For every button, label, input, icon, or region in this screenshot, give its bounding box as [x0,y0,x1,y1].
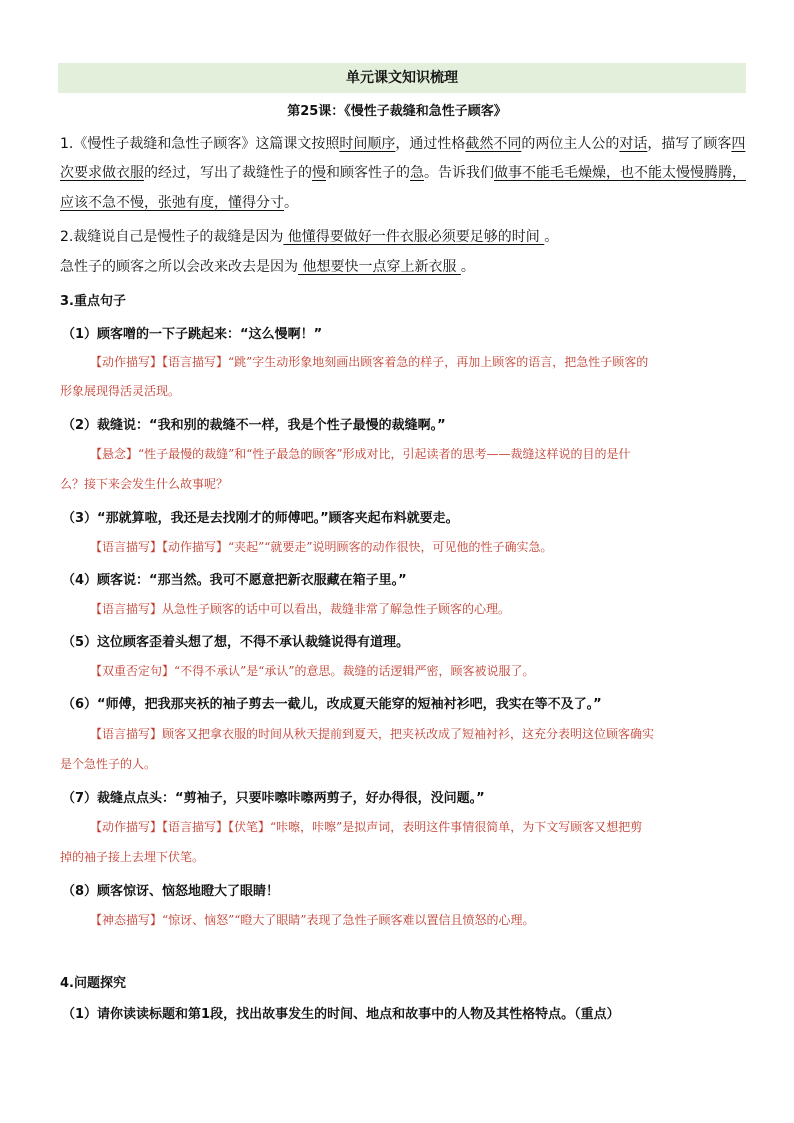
summary-line-3: 应该不急不慢，张弛有度，懂得分寸。 [60,195,298,211]
annotation-7-line-2: 掉的袖子接上去埋下伏笔。 [60,850,205,864]
key-sentence-5: （5）这位顾客歪着头想了想，不得不承认裁缝说得有道理。 [62,635,410,650]
key-sentence-2: （2）裁缝说：“我和别的裁缝不一样，我是个性子最慢的裁缝啊。” [62,418,446,433]
annotation-8-line-1: 【神态描写】“惊讶、恼怒”“瞪大了眼睛”表现了急性子顾客难以置信且愤怒的心理。 [90,913,535,927]
key-sentence-6: （6）“师傅，把我那夹袄的袖子剪去一截儿，改成夏天能穿的短袖衬衫吧，我实在等不及了。” [62,697,602,712]
summary-item-2: 2.裁缝说自己是慢性子的裁缝是因为 他懂得要做好一件衣服必须要足够的时间 。 [60,229,559,245]
question-1: （1）请你读读标题和第1段，找出故事发生的时间、地点和故事中的人物及其性格特点。（重点） [62,1007,620,1022]
summary-line-1: 1.《慢性子裁缝和急性子顾客》这篇课文按照时间顺序，通过性格截然不同的两位主人公的对话，描写了顾客四 [60,136,746,152]
annotation-3-line-1: 【语言描写】【动作描写】“夹起”“就要走”说明顾客的动作很快，可见他的性子确实急。 [90,540,553,554]
summary-item-3: 急性子的顾客之所以会改来改去是因为 他想要快一点穿上新衣服 。 [60,259,475,275]
summary-line-2: 次要求做衣服的经过，写出了裁缝性子的慢和顾客性子的急。告诉我们做事不能毛毛燥燥，也不能太慢慢腾腾， [60,165,746,181]
annotation-4-line-1: 【语言描写】从急性子顾客的话中可以看出，裁缝非常了解急性子顾客的心理。 [90,602,511,616]
section-3-title: 3.重点句子 [60,294,126,309]
annotation-6-line-1: 【语言描写】顾客又把拿衣服的时间从秋天提前到夏天，把夹袄改成了短袖衬衫，这充分表明这位顾客确实 [90,727,655,741]
annotation-2-line-1: 【悬念】“性子最慢的裁缝”和“性子最急的顾客”形成对比，引起读者的思考——裁缝这样说的目的是什 [90,447,631,461]
lesson-title: 第25课：《慢性子裁缝和急性子顾客》 [287,104,507,119]
annotation-1-line-1: 【动作描写】【语言描写】“跳”字生动形象地刻画出顾客着急的样子，再加上顾客的语言，把急性子顾客的 [90,355,649,369]
annotation-2-line-2: 么？接下来会发生什么故事呢？ [60,477,229,491]
key-sentence-1: （1）顾客噌的一下子跳起来：“这么慢啊！” [62,327,323,342]
key-sentence-4: （4）顾客说：“那当然。我可不愿意把新衣服藏在箱子里。” [62,573,407,588]
annotation-1-line-2: 形象展现得活灵活现。 [60,384,181,398]
annotation-7-line-1: 【动作描写】【语言描写】【伏笔】“咔嚓，咔嚓”是拟声词，表明这件事情很简单，为下文写顾客又想把剪 [90,820,643,834]
key-sentence-3: （3）“那就算啦，我还是去找刚才的师傅吧。”顾客夹起布料就要走。 [62,511,459,526]
annotation-5-line-1: 【双重否定句】“不得不承认”是“承认”的意思。裁缝的话逻辑严密，顾客被说服了。 [90,664,535,678]
section-4-title: 4.问题探究 [60,976,126,991]
key-sentence-8: （8）顾客惊讶、恼怒地瞪大了眼睛！ [62,884,280,899]
section-banner: 单元课文知识梳理 [58,63,746,93]
key-sentence-7: （7）裁缝点点头：“剪袖子，只要咔嚓咔嚓两剪子，好办得很，没问题。” [62,791,485,806]
annotation-6-line-2: 是个急性子的人。 [60,757,157,771]
